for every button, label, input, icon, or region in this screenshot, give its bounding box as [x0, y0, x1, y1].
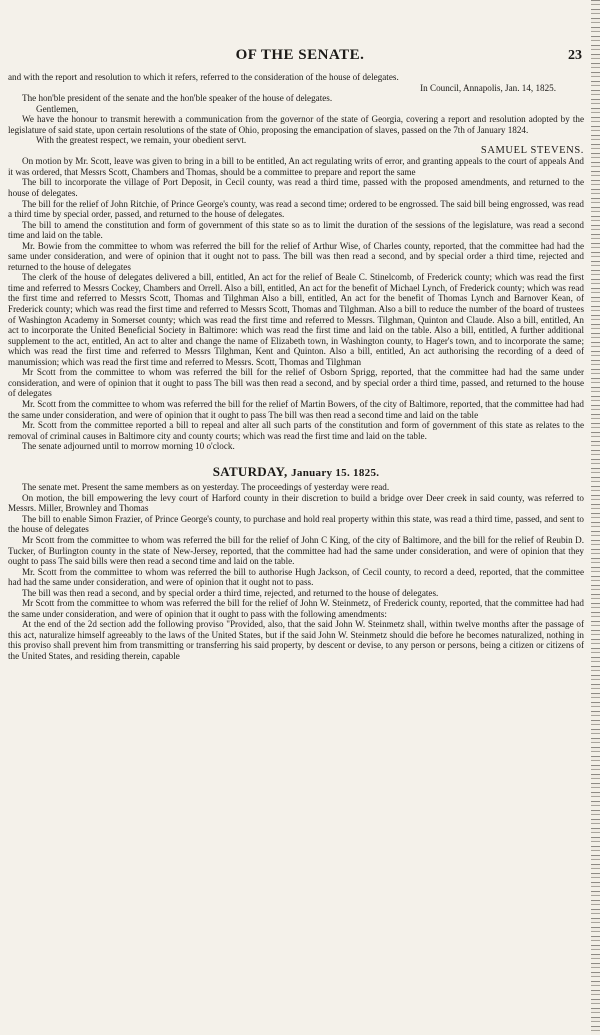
paragraph: and with the report and resolution to which it refers, referred to the consideration of the house of delegates.	[8, 72, 399, 82]
paragraph: Mr. Scott from the committee to whom was referred the bill for the relief of Martin Bowers, of the city of Baltimore, reported, that the committee had had the same under consideration, and were of opinion that it ought to pass The bill was then read a second time and laid on the table	[8, 398, 584, 420]
paragraph: Mr Scott from the committee to whom was referred the bill for the relief of John W. Steinmetz, of Frederick county, reported, that the committee had had the same under consideration, and were of opinion that it ought to pass with the following amendments:	[8, 598, 584, 619]
signature: SAMUEL STEVENS.	[480, 144, 584, 156]
paragraph: The bill to amend the constitution and form of government of this state so as to limit the duration of the sessions of the legislature, was read a second time and laid on the table.	[8, 219, 584, 241]
paragraph: Mr. Scott from the committee reported a bill to repeal and alter all such parts of the constitution and form of government of this state as relates to the removal of criminal causes in Baltimore city and county courts; which was read the first time and laid on the table.	[8, 420, 584, 441]
body-text	[8, 72, 584, 662]
paragraph: Mr. Scott from the committee to whom was referred the bill to authorise Hugh Jackson, of Cecil county, to record a deed, reported, that the committee had had the same under consideration, and were of opinion that it ought not to pass.	[8, 566, 584, 588]
council-dateline: In Council, Annapolis, Jan. 14, 1825.	[420, 82, 556, 93]
paragraph: Mr. Bowie from the committee to whom was referred the bill for the relief of Arthur Wise, of Charles county, reported, that the committee had had the same under consideration, and were of opinion that it ought not to pass. The bill was then read a second, and by special order a third time, rejected and returned to the house of delegates	[8, 240, 584, 272]
page-number: 23	[568, 48, 582, 63]
adjournment-line: The senate adjourned until to morrow morning 10 o'clock.	[22, 441, 235, 452]
heading-day: SATURDAY,	[212, 463, 288, 479]
paragraph: On motion by Mr. Scott, leave was given to bring in a bill to be entitled, An act regulating writs of error, and granting appeals to the court of appeals And it was ordered, that Messrs Scott, Chambers and Thomas, should be a committee to prepare and report the same	[8, 156, 584, 177]
paragraph: The senate met. Present the same members as on yesterday. The proceedings of yesterday were read.	[22, 482, 390, 493]
page-edge-decoration	[591, 0, 600, 1035]
paragraph: The bill to incorporate the village of Port Deposit, in Cecil county, was read a third time, passed with the proposed amendments, and returned to the house of delegates.	[8, 177, 584, 199]
letter-salutation: Gentlemen,	[36, 103, 79, 114]
date-heading	[8, 463, 584, 479]
paragraph: Mr Scott from the committee to whom was referred the bill for the relief of Osborn Sprigg, reported, that the committee had had the same under consideration, and were of opinion that it ought to pass The bill was then read a second, and by special order a third time, passed, and returned to the house of delegates	[8, 367, 584, 399]
paragraph: At the end of the 2d section add the following proviso "Provided, also, that the said John W. Steinmetz shall, within twelve months after the passage of this act, naturalize himself agreeably to the laws of the United States, but if the said John W. Steinmetz should die before he becomes naturalized, nothing in this proviso shall prevent him from transmitting or transferring his said property, by descent or devise, to any person or persons, being a citizen or citizens of the United States, and residing therein, capable	[8, 619, 584, 661]
letter-address: The hon'ble president of the senate and the hon'ble speaker of the house of delegates.	[22, 93, 333, 104]
paragraph: Mr Scott from the committee to whom was referred the bill for the relief of John C King, of the city of Baltimore, and the bill for the relief of Reubin D. Tucker, of Burlington county in the state of New-Jersey, reported, that the committee had had the same under consideration, and were of opinion that they ought to pass The said bills were then read a second time and laid on the table.	[8, 534, 584, 567]
letter-closing: With the greatest respect, we remain, your obedient servt.	[36, 135, 247, 146]
paragraph: The bill for the relief of John Ritchie, of Prince George's county, was read a second time; ordered to be engrossed. The said bill being engrossed, was read a third time by special order, passed, and returned to the house of delegates.	[8, 198, 584, 220]
paragraph: The bill to enable Simon Frazier, of Prince George's county, to purchase and hold real property within this state, was read a third time, passed, and sent to the house of delegates	[8, 513, 584, 535]
heading-date: January 15. 1825.	[291, 466, 380, 479]
running-title: OF THE SENATE.	[235, 47, 365, 63]
paragraph: On motion, the bill empowering the levy court of Harford county in their discretion to build a bridge over Deer creek in said county, was referred to Messrs. Miller, Brownley and Thomas	[8, 492, 584, 514]
letter-body: We have the honour to transmit herewith a communication from the governor of the state of Georgia, covering a report and resolution adopted by the legislature of said state, upon certain resolutions of the state of Ohio, proposing the emancipation of slaves, passed on the 7th of January 1824.	[8, 114, 584, 135]
paragraph: The bill was then read a second, and by special order a third time, rejected, and returned to the house of delegates.	[22, 587, 439, 598]
paragraph: The clerk of the house of delegates delivered a bill, entitled, An act for the relief of Beale C. Stinelcomb, of Frederick county; which was read the first time and referred to Messrs Cockey, Chambers and Orrell. Also a bill, entitled, An act for the benefit of Michael Lynch, of Frederick county; which was read the first time and referred to Messrs Scott, Thomas and Tilghman Also a bill, entitled, An act for the benefit of Thomas Lynch and Barnover Kean, of Frederick county; which was read the first time and referred to Messrs Scott, Thomas and Tilghman. Also a bill to reduce the number of the board of trustees of Washington Academy in Somerset county; which was read the first time and referred to Messrs. Tilghman, Quinton and Claude. Also a bill, entitled, An act to incorporate the United Beneficial Society in Baltimore: which was read the first time and laid on the table. Also a bill, entitled, A further additional supplement to the act, entitled, An act to alter and change the name of Elizabeth town, in Washington county, to Hager's town, and to incorporate the same; which was read the first time and referred to Messrs Tilghman, Kent and Quinton. Also a bill, entitled, An act authorising the recording of a deed of manumission; which was read the first time and referred to Messrs. Scott, Thomas and Tilghman	[8, 272, 584, 367]
